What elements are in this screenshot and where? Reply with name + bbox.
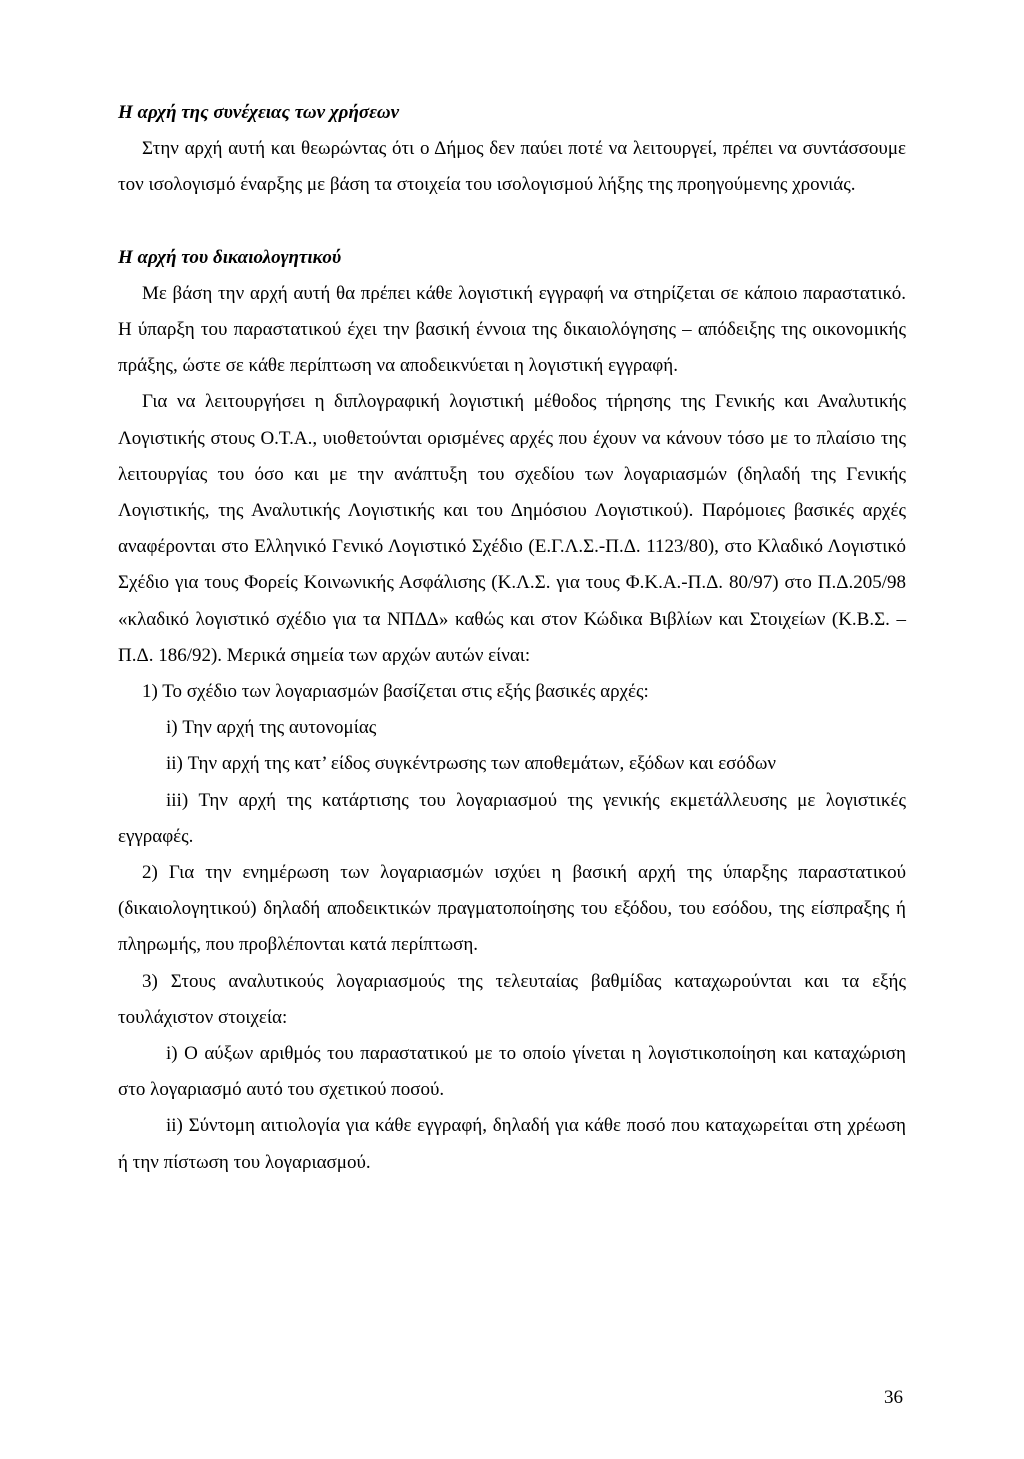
paragraph-continuity: Στην αρχή αυτή και θεωρώντας ότι ο Δήμος δεν παύει ποτέ να λειτουργεί, πρέπει να συντάσσουμε τον ισολογισμό έναρξης με βάση τα στοιχεία του ισολογισμού λήξης της προηγούμενης χρονιάς. [118,138,906,196]
page-number: 36 [884,1387,903,1408]
point-1-sub-ii: ii) Την αρχή της κατ’ είδος συγκέντρωσης των αποθεμάτων, εξόδων και εσόδων [166,753,776,775]
point-1-sub-iii: iii) Την αρχή της κατάρτισης του λογαριασμού της γενικής εκμετάλλευσης με λογιστικές εγγραφές. [118,789,906,847]
point-3-sub-ii: ii) Σύντομη αιτιολογία για κάθε εγγραφή, δηλαδή για κάθε ποσό που καταχωρείται στη χρέωση ή την πίστωση του λογαριασμού. [118,1115,906,1173]
point-1-sub-i: i) Την αρχή της αυτονομίας [166,717,377,739]
page-content [118,95,906,1181]
heading-continuity: Η αρχή της συνέχειας των χρήσεων [118,102,400,123]
point-1: 1) Το σχέδιο των λογαριασμών βασίζεται στις εξής βασικές αρχές: [142,681,649,703]
point-2: 2) Για την ενημέρωση των λογαριασμών ισχύει η βασική αρχή της ύπαρξης παραστατικού (δικαιολογητικού) δηλαδή αποδεικτικών πραγματοποίησης του εξόδου, του εσόδου, της είσπραξης ή πληρωμής, που προβλέπονται κατά περίπτωση. [118,862,906,956]
spacer [118,204,906,240]
point-3-sub-i: i) Ο αύξων αριθμός του παραστατικού με το οποίο γίνεται η λογιστικοποίηση και καταχώριση στο λογαριασμό αυτό του σχετικού ποσού. [118,1043,906,1101]
heading-voucher: Η αρχή του δικαιολογητικού [118,246,342,268]
point-3: 3) Στους αναλυτικούς λογαριασμούς της τελευταίας βαθμίδας καταχωρούνται και τα εξής τουλάχιστον στοιχεία: [118,970,906,1028]
paragraph-voucher: Με βάση την αρχή αυτή θα πρέπει κάθε λογιστική εγγραφή να στηρίζεται σε κάποιο παραστατικό. Η ύπαρξη του παραστατικού έχει την βασική έννοια της δικαιολόγησης – απόδειξης της οικονομικής πράξης, ώστε σε κάθε περίπτωση να αποδεικνύεται η λογιστική εγγραφή. [118,282,906,377]
paragraph-double-entry: Για να λειτουργήσει η διπλογραφική λογιστική μέθοδος τήρησης της Γενικής και Αναλυτικής Λογιστικής στους Ο.Τ.Α., υιοθετούνται ορισμένες αρχές που έχουν να κάνουν τόσο με το πλαίσιο της λειτουργίας του όσο και με την ανάπτυξη του σχεδίου των λογαριασμών (δηλαδή της Γενικής Λογιστικής, της Αναλυτικής Λογιστικής και του Δημόσιου Λογιστικού). Παρόμοιες βασικές αρχές αναφέρονται στο Ελληνικό Γενικό Λογιστικό Σχέδιο (Ε.Γ.Λ.Σ.-Π.Δ. 1123/80), στο Κλαδικό Λογιστικό Σχέδιο για τους Φορείς Κοινωνικής Ασφάλισης (Κ.Λ.Σ. για τους Φ.Κ.Α.-Π.Δ. 80/97) στο Π.Δ.205/98 «κλαδικό λογιστικό σχέδιο για τα ΝΠΔΔ» καθώς και στον Κώδικα Βιβλίων και Στοιχείων (Κ.Β.Σ. –Π.Δ. 186/92). Μερικά σημεία των αρχών αυτών είναι: [118,391,906,666]
